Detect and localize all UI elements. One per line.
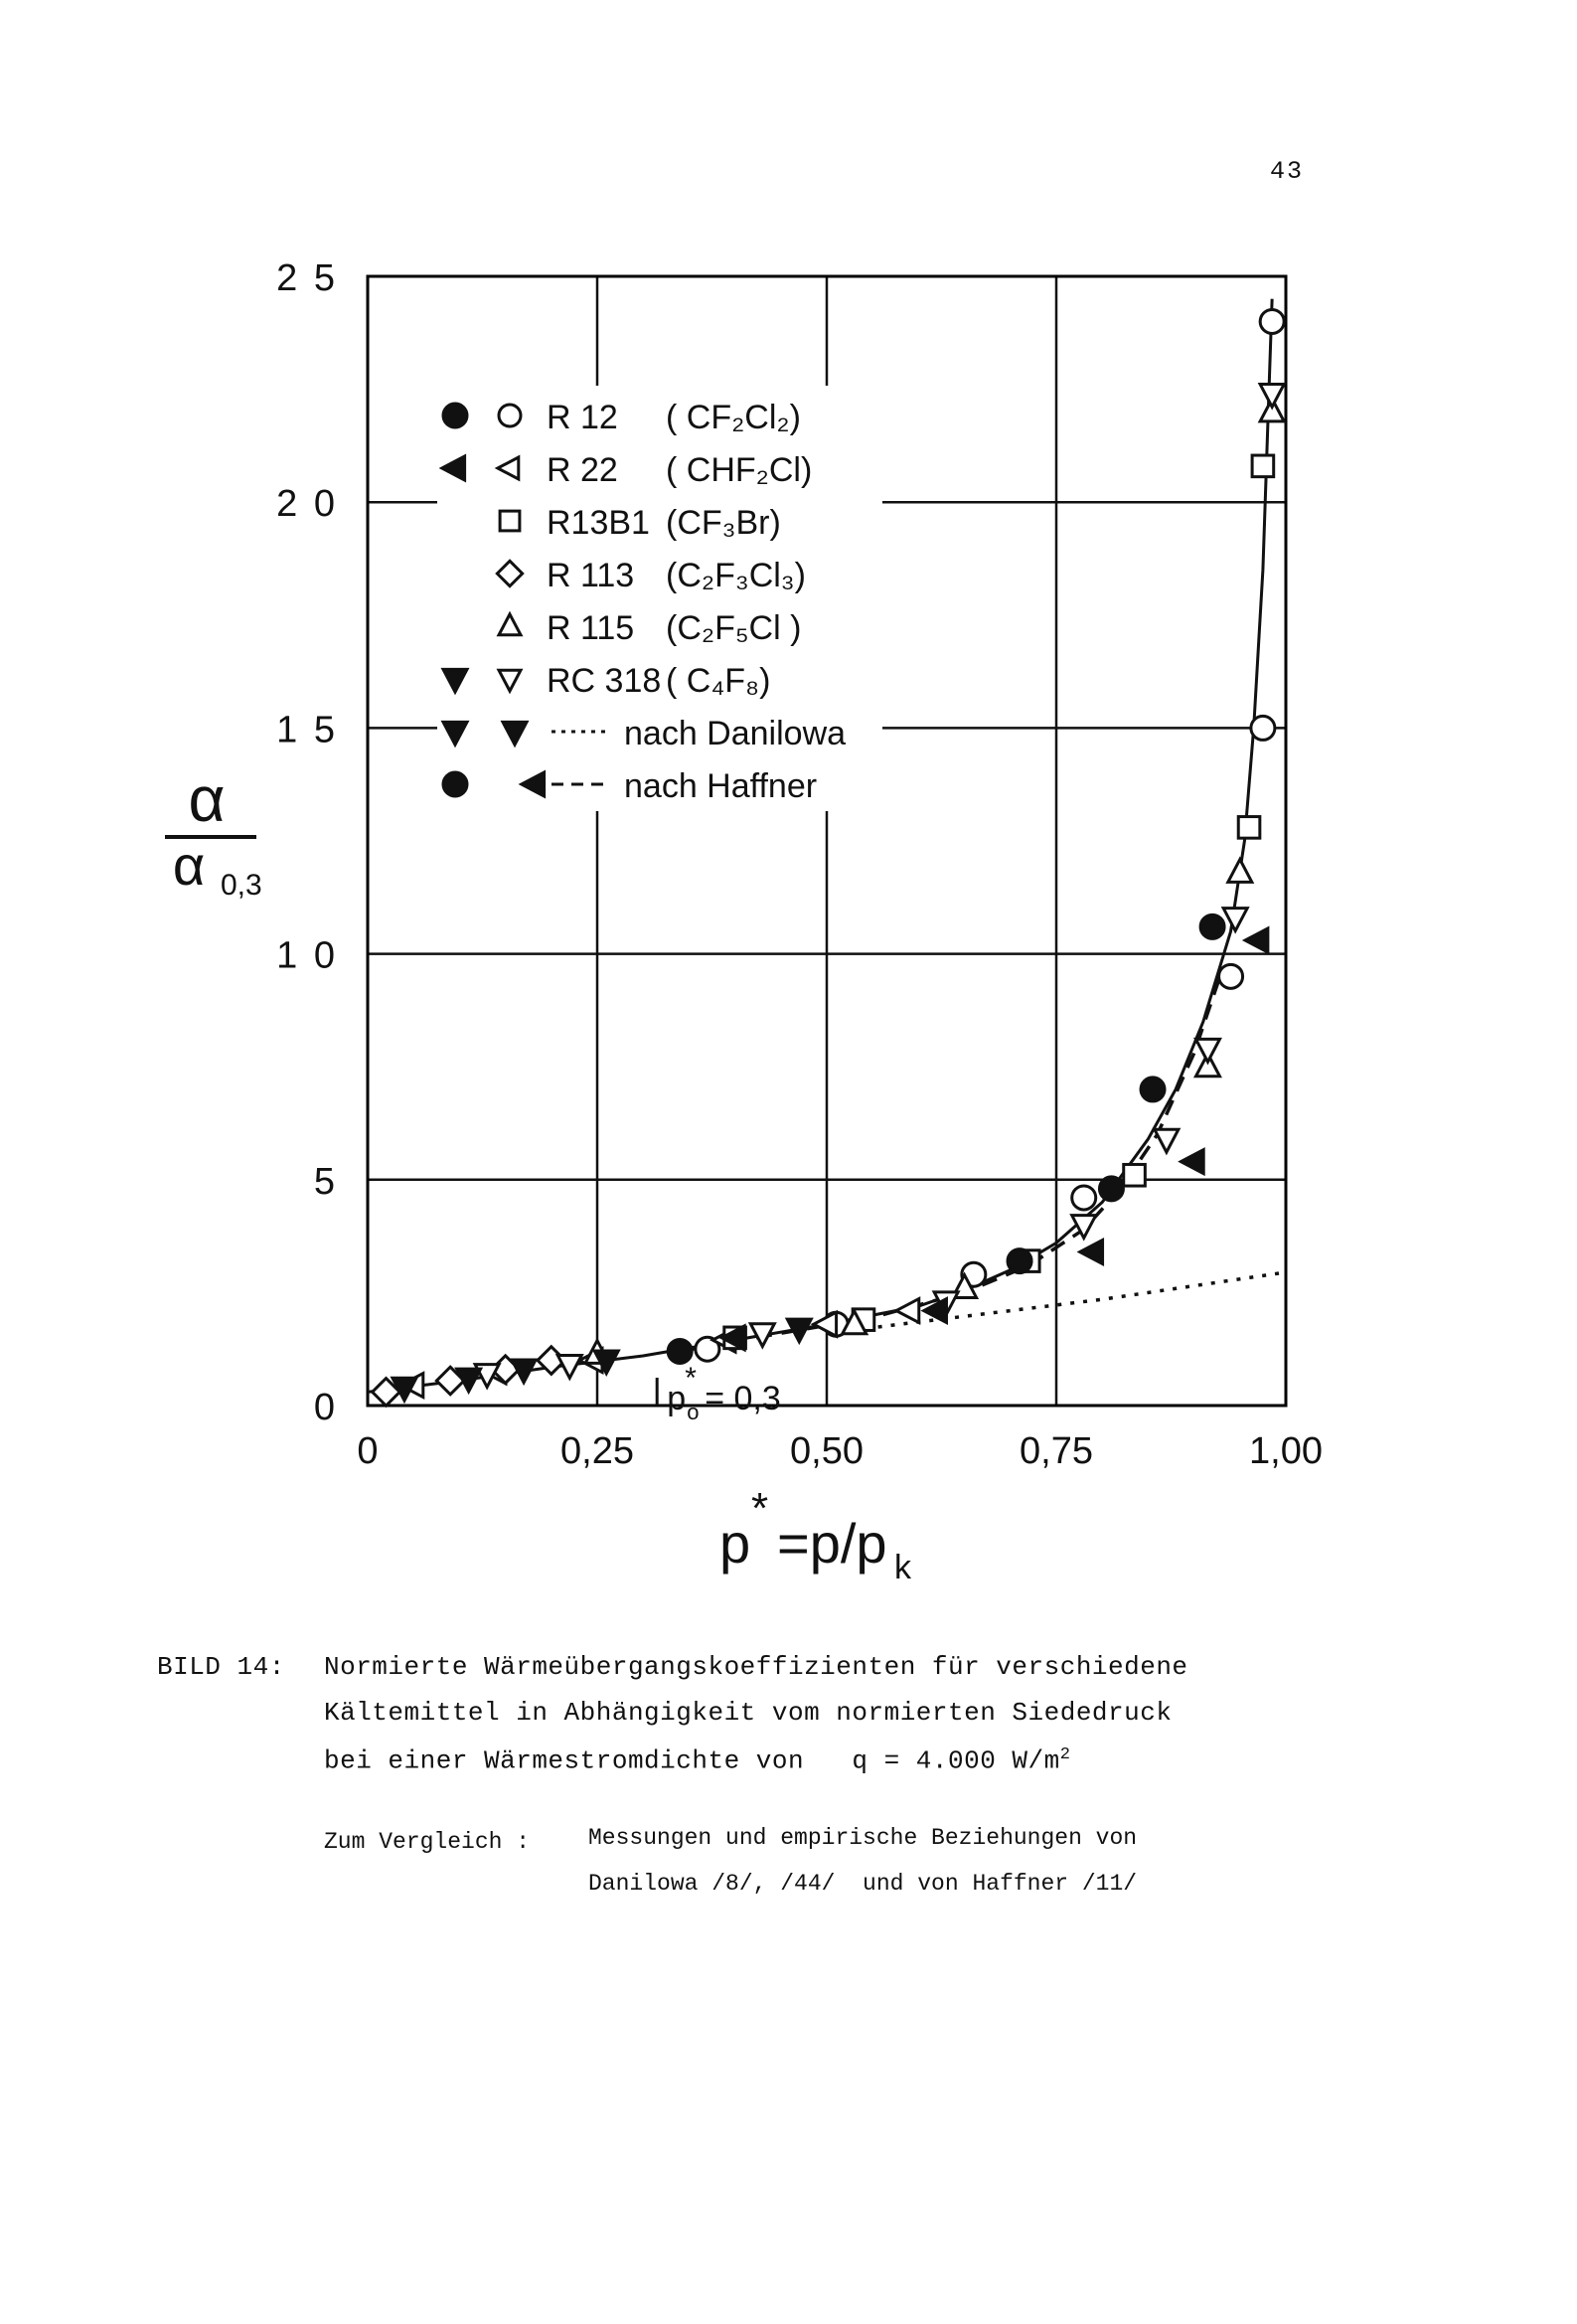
- annotation-value: = 0,3: [705, 1380, 781, 1417]
- y-axis-label-alpha: α: [188, 763, 226, 835]
- legend-formula-4: (C₂F₅Cl ): [666, 609, 802, 647]
- caption-line-3: [324, 1745, 1070, 1776]
- legend-marker-open-2: [500, 511, 520, 531]
- legend-formula-2: (CF₃Br): [666, 504, 781, 542]
- legend-formula-1: ( CHF₂Cl): [666, 451, 813, 489]
- x-axis-label-sub: k: [894, 1549, 911, 1586]
- point-s7-3: [1141, 1078, 1165, 1101]
- point-s7-0: [668, 1339, 692, 1363]
- legend-name-4: R 115: [547, 609, 635, 647]
- page-number: 43: [1270, 157, 1305, 186]
- point-s5-8: [1260, 385, 1284, 408]
- legend-marker-open-0: [499, 405, 521, 426]
- x-axis-label-rest: =p/p: [777, 1512, 887, 1575]
- y-axis-label-sub: 0,3: [221, 869, 262, 902]
- legend-name-0: R 12: [547, 399, 618, 436]
- x-tick-label-2: 0,50: [790, 1430, 864, 1472]
- caption-line-2: Kältemittel in Abhängigkeit vom normierten Siededruck: [324, 1698, 1173, 1728]
- legend-formula-3: (C₂F₃Cl₃): [666, 557, 806, 594]
- legend-formula-5: ( C₄F₈): [666, 662, 771, 700]
- point-s5-5: [1155, 1129, 1179, 1152]
- x-tick-label-3: 0,75: [1020, 1430, 1093, 1472]
- point-s2-3: [1124, 1164, 1146, 1186]
- point-s4-4: [1228, 860, 1252, 883]
- point-s8-2: [1080, 1241, 1103, 1264]
- y-tick-label-1: 5: [313, 1160, 338, 1203]
- y-tick-label-3: 1 5: [276, 709, 338, 751]
- legend-formula-0: ( CF₂Cl₂): [666, 399, 801, 436]
- point-s0-4: [1219, 964, 1243, 988]
- y-tick-label-2: 1 0: [276, 934, 338, 977]
- x-tick-label-1: 0,25: [560, 1430, 634, 1472]
- y-tick-label-4: 2 0: [276, 483, 338, 526]
- point-s8-4: [1245, 928, 1268, 952]
- annotation-star: *: [685, 1362, 697, 1395]
- point-s0-5: [1251, 716, 1275, 740]
- legend-marker-filled-7: [443, 772, 467, 796]
- point-s2-5: [1252, 455, 1274, 477]
- point-s8-3: [1181, 1150, 1203, 1174]
- annotation-p: p: [667, 1380, 687, 1417]
- point-s7-1: [1008, 1249, 1031, 1273]
- x-tick-label-0: 0: [357, 1430, 379, 1472]
- legend-name-3: R 113: [547, 557, 635, 594]
- point-s0-6: [1260, 309, 1284, 333]
- point-s1-5: [896, 1299, 919, 1323]
- y-tick-label-0: 0: [313, 1387, 338, 1428]
- x-axis-label-star: *: [751, 1484, 769, 1533]
- caption-line-1: Normierte Wärmeübergangskoeffizienten für verschiedene: [324, 1652, 1188, 1682]
- x-tick-label-4: 1,00: [1249, 1430, 1323, 1472]
- point-s7-2: [1099, 1177, 1123, 1201]
- y-axis-label-alpha-bottom: α: [172, 834, 206, 897]
- caption-label: BILD 14:: [157, 1652, 285, 1682]
- legend-name-5: RC 318: [547, 662, 662, 700]
- point-s0-3: [1072, 1186, 1096, 1210]
- caption-line-3-sup: 2: [1059, 1745, 1071, 1764]
- annotation-sub: o: [687, 1400, 700, 1424]
- point-s7-4: [1200, 914, 1224, 938]
- caption-line-3-text: bei einer Wärmestromdichte von q = 4.000 W/m: [324, 1745, 1060, 1776]
- note-line-2: Danilowa /8/, /44/ und von Haffner /11/: [588, 1871, 1138, 1897]
- y-tick-label-5: 2 5: [276, 257, 338, 299]
- legend-name-2: R13B1: [547, 504, 650, 542]
- note-label: Zum Vergleich :: [324, 1829, 531, 1855]
- legend-formula-6: nach Danilowa: [624, 715, 847, 752]
- point-s5-7: [1223, 909, 1247, 931]
- legend-name-1: R 22: [547, 451, 618, 489]
- note-line-1: Messungen und empirische Beziehungen von: [588, 1825, 1138, 1851]
- point-s5-6: [1195, 1039, 1219, 1062]
- legend-formula-7: nach Haffner: [624, 767, 818, 805]
- point-s1-4: [814, 1312, 837, 1336]
- legend-marker-filled-0: [443, 404, 467, 427]
- x-axis-label-p: p: [719, 1512, 751, 1575]
- annotation-p0: [657, 1362, 781, 1424]
- point-s2-4: [1238, 817, 1260, 839]
